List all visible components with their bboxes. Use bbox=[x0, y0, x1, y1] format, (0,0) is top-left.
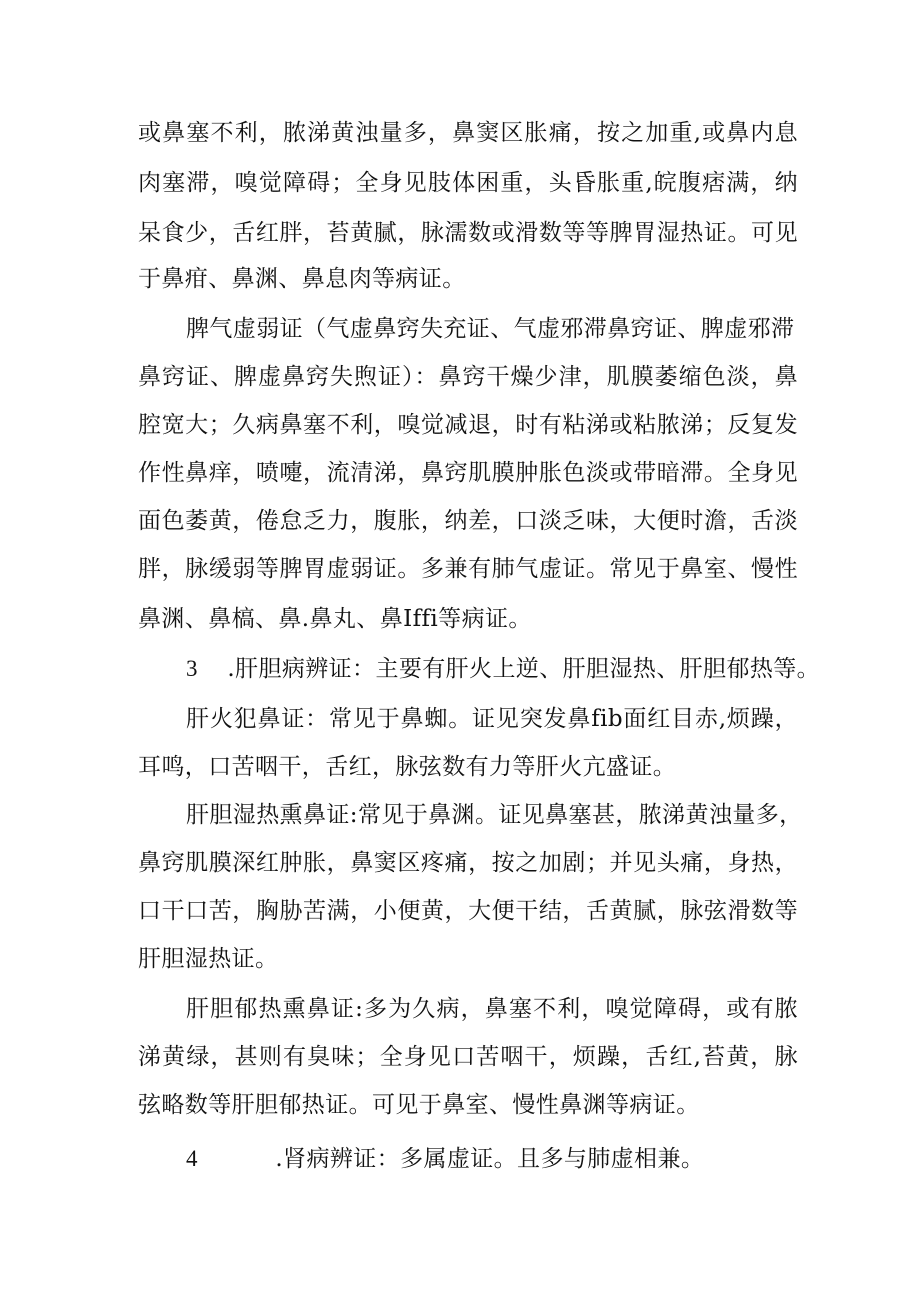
section-number: 3 bbox=[186, 656, 198, 681]
section-heading-4 bbox=[186, 1136, 806, 1182]
paragraph-line: 脾气虚弱证（气虚鼻窍失充证、气虚邪滞鼻窍证、脾虚邪滞 bbox=[186, 316, 795, 342]
paragraph-line: 肝胆湿热证。 bbox=[138, 946, 279, 972]
paragraph-line: 肝胆郁热熏鼻证:多为久病，鼻塞不利，嗅觉障碍，或有脓 bbox=[186, 996, 798, 1022]
paragraph-line: 弦略数等肝胆郁热证。可见于鼻室、慢性鼻渊等病证。 bbox=[138, 1092, 700, 1118]
paragraph-line: 肝胆湿热熏鼻证:常见于鼻渊。证见鼻塞甚，脓涕黄浊量多， bbox=[186, 802, 803, 828]
paragraph-line: 胖，脉缓弱等脾胃虚弱证。多兼有肺气虚证。常见于鼻室、慢性 bbox=[138, 556, 798, 582]
paragraph-line: 呆食少，舌红胖，苔黄腻，脉濡数或滑数等等脾胃湿热证。可见 bbox=[138, 220, 798, 246]
paragraph-line: 作性鼻痒，喷嚏，流清涕，鼻窍肌膜肿胀色淡或带暗滞。全身见 bbox=[138, 460, 798, 486]
paragraph-line: 耳鸣，口苦咽干，舌红，脉弦数有力等肝火亢盛证。 bbox=[138, 754, 677, 780]
section-heading-3 bbox=[186, 646, 821, 692]
paragraph-line: 鼻窍肌膜深红肿胀，鼻窦区疼痛，按之加剧；并见头痛，身热， bbox=[138, 850, 798, 876]
paragraph-line: 肉塞滞，嗅觉障碍；全身见肢体困重，头昏胀重,皖腹痞满，纳 bbox=[138, 170, 798, 196]
section-number: 4 bbox=[186, 1146, 198, 1171]
paragraph-line: 口干口苦，胸胁苦满，小便黄，大便干结，舌黄腻，脉弦滑数等 bbox=[138, 898, 798, 924]
section-heading-text: .肝胆病辨证：主要有肝火上逆、肝胆湿热、肝胆郁热等。 bbox=[227, 656, 821, 682]
paragraph-line: 或鼻塞不利，脓涕黄浊量多，鼻窦区胀痛，按之加重,或鼻内息 bbox=[138, 120, 798, 146]
paragraph-line: 面色萎黄，倦怠乏力，腹胀，纳差，口淡乏味，大便时澹，舌淡 bbox=[138, 508, 798, 534]
paragraph-line: 于鼻疳、鼻渊、鼻息肉等病证。 bbox=[138, 266, 466, 292]
paragraph-line: 肝火犯鼻证：常见于鼻蜘。证见突发鼻fib面红目赤,烦躁， bbox=[186, 706, 798, 732]
section-heading-text: .肾病辨证：多属虚证。且多与肺虚相兼。 bbox=[275, 1146, 705, 1172]
paragraph-line: 涕黄绿，甚则有臭味；全身见口苦咽干，烦躁，舌红,苔黄，脉 bbox=[138, 1044, 798, 1070]
paragraph-line: 鼻窍证、脾虚鼻窍失煦证）：鼻窍干燥少津，肌膜萎缩色淡，鼻 bbox=[138, 364, 798, 390]
paragraph-line: 鼻渊、鼻槁、鼻.鼻丸、鼻Iffi等病证。 bbox=[138, 606, 532, 632]
paragraph-line: 腔宽大；久病鼻塞不利，嗅觉减退，时有粘涕或粘脓涕；反复发 bbox=[138, 412, 798, 438]
